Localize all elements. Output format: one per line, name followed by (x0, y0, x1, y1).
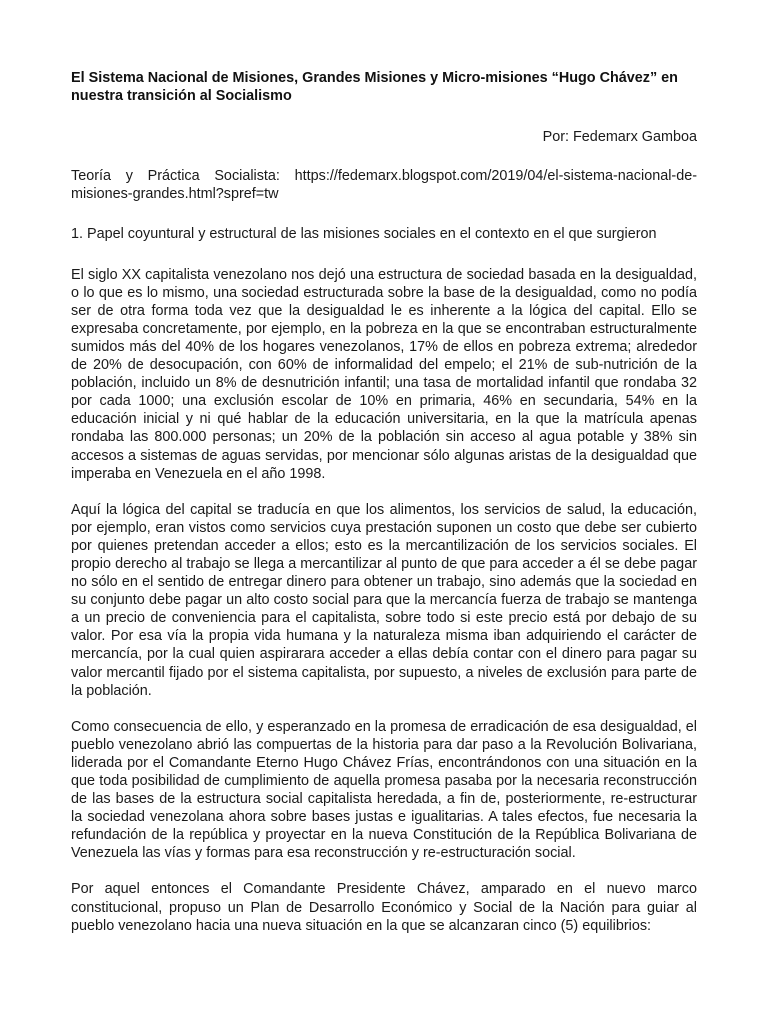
document-body (71, 70, 697, 953)
paragraph-1: El siglo XX capitalista venezolano nos dejó una estructura de sociedad basada en la desigualdad, o lo que es lo mismo, una sociedad estructurada sobre la base de la desigualdad, como no podía ser de otra forma toda vez que la desigualdad le es inherente a la lógica del capital. Ello se expresaba concretamente, por ejemplo, en la pobreza en la que se encontraban estructuralmente sumidos más del 40% de los hogares venezolanos, 17% de ellos en pobreza extrema; alrededor de 20% de desocupación, con 60% de informalidad del empelo; el 21% de sub-nutrición de la población, incluido un 8% de desnutrición infantil; una tasa de mortalidad infantil que rondaba 32 por cada 1000; una exclusión escolar de 10% en primaria, 46% en secundaria, 54% en la educación inicial y ni qué hablar de la educación universitaria, en la que la matrícula apenas rondaba las 800.000 personas; un 20% de la población sin acceso al agua potable y 38% sin accesos a sistemas de aguas servidas, por mencionar sólo algunas aristas de la desigualdad que imperaba en Venezuela en el año 1998. (71, 266, 697, 482)
section-heading: 1. Papel coyuntural y estructural de las misiones sociales en el contexto en el que surgieron (71, 226, 657, 243)
document-title: El Sistema Nacional de Misiones, Grandes Misiones y Micro-misiones “Hugo Chávez” en nuestra transición al Socialismo (71, 70, 678, 104)
author-byline: Por: Fedemarx Gamboa (542, 129, 697, 146)
paragraph-3: Como consecuencia de ello, y esperanzado en la promesa de erradicación de esa desigualdad, el pueblo venezolano abrió las compuertas de la historia para dar paso a la Revolución Bolivariana, liderada por el Comandante Eterno Hugo Chávez Frías, encontrándonos con una situación en la que toda posibilidad de cumplimiento de aquella promesa pasaba por la necesaria reconstrucción de las bases de la estructura social capitalista heredada, a fin de, posteriormente, re-estructurar la sociedad venezolana ahora sobre bases justas e igualitarias. A tales efectos, fue necesaria la refundación de la república y proyectar en la nueva Constitución de la República Bolivariana de Venezuela las vías y formas para esa reconstrucción y re-estructuración social. (71, 718, 697, 862)
paragraph-2: Aquí la lógica del capital se traducía en que los alimentos, los servicios de salud, la educación, por ejemplo, eran vistos como servicios cuya prestación suponen un costo que debe ser cubierto por quienes pretendan acceder a ellos; esto es la mercantilización de los servicios sociales. El propio derecho al trabajo se llega a mercantilizar al punto de que para acceder a él se debe pagar no sólo en el sentido de entregar dinero para obtener un trabajo, sino además que la sociedad en su conjunto debe pagar un alto costo social para que la mercancía fuerza de trabajo se mantenga a un precio de conveniencia para el capitalista, sobre todo si este precio está por debajo de su valor. Por esa vía la propia vida humana y la naturaleza misma iban adquiriendo el carácter de mercancía, por la cual quien aspirarara acceder a ellas debía contar con el dinero para pagar su valor mercantil fijado por el sistema capitalista, por supuesto, a niveles de exclusión para parte de la población. (71, 501, 697, 699)
paragraph-4: Por aquel entonces el Comandante Presidente Chávez, amparado en el nuevo marco constitucional, propuso un Plan de Desarrollo Económico y Social de la Nación para guiar al pueblo venezolano hacia una nueva situación en la que se alcanzaran cinco (5) equilibrios: (71, 881, 697, 934)
source-reference: Teoría y Práctica Socialista: https://fedemarx.blogspot.com/2019/04/el-sistema-nacional-de-misiones-grandes.html?spref=tw (71, 168, 697, 203)
